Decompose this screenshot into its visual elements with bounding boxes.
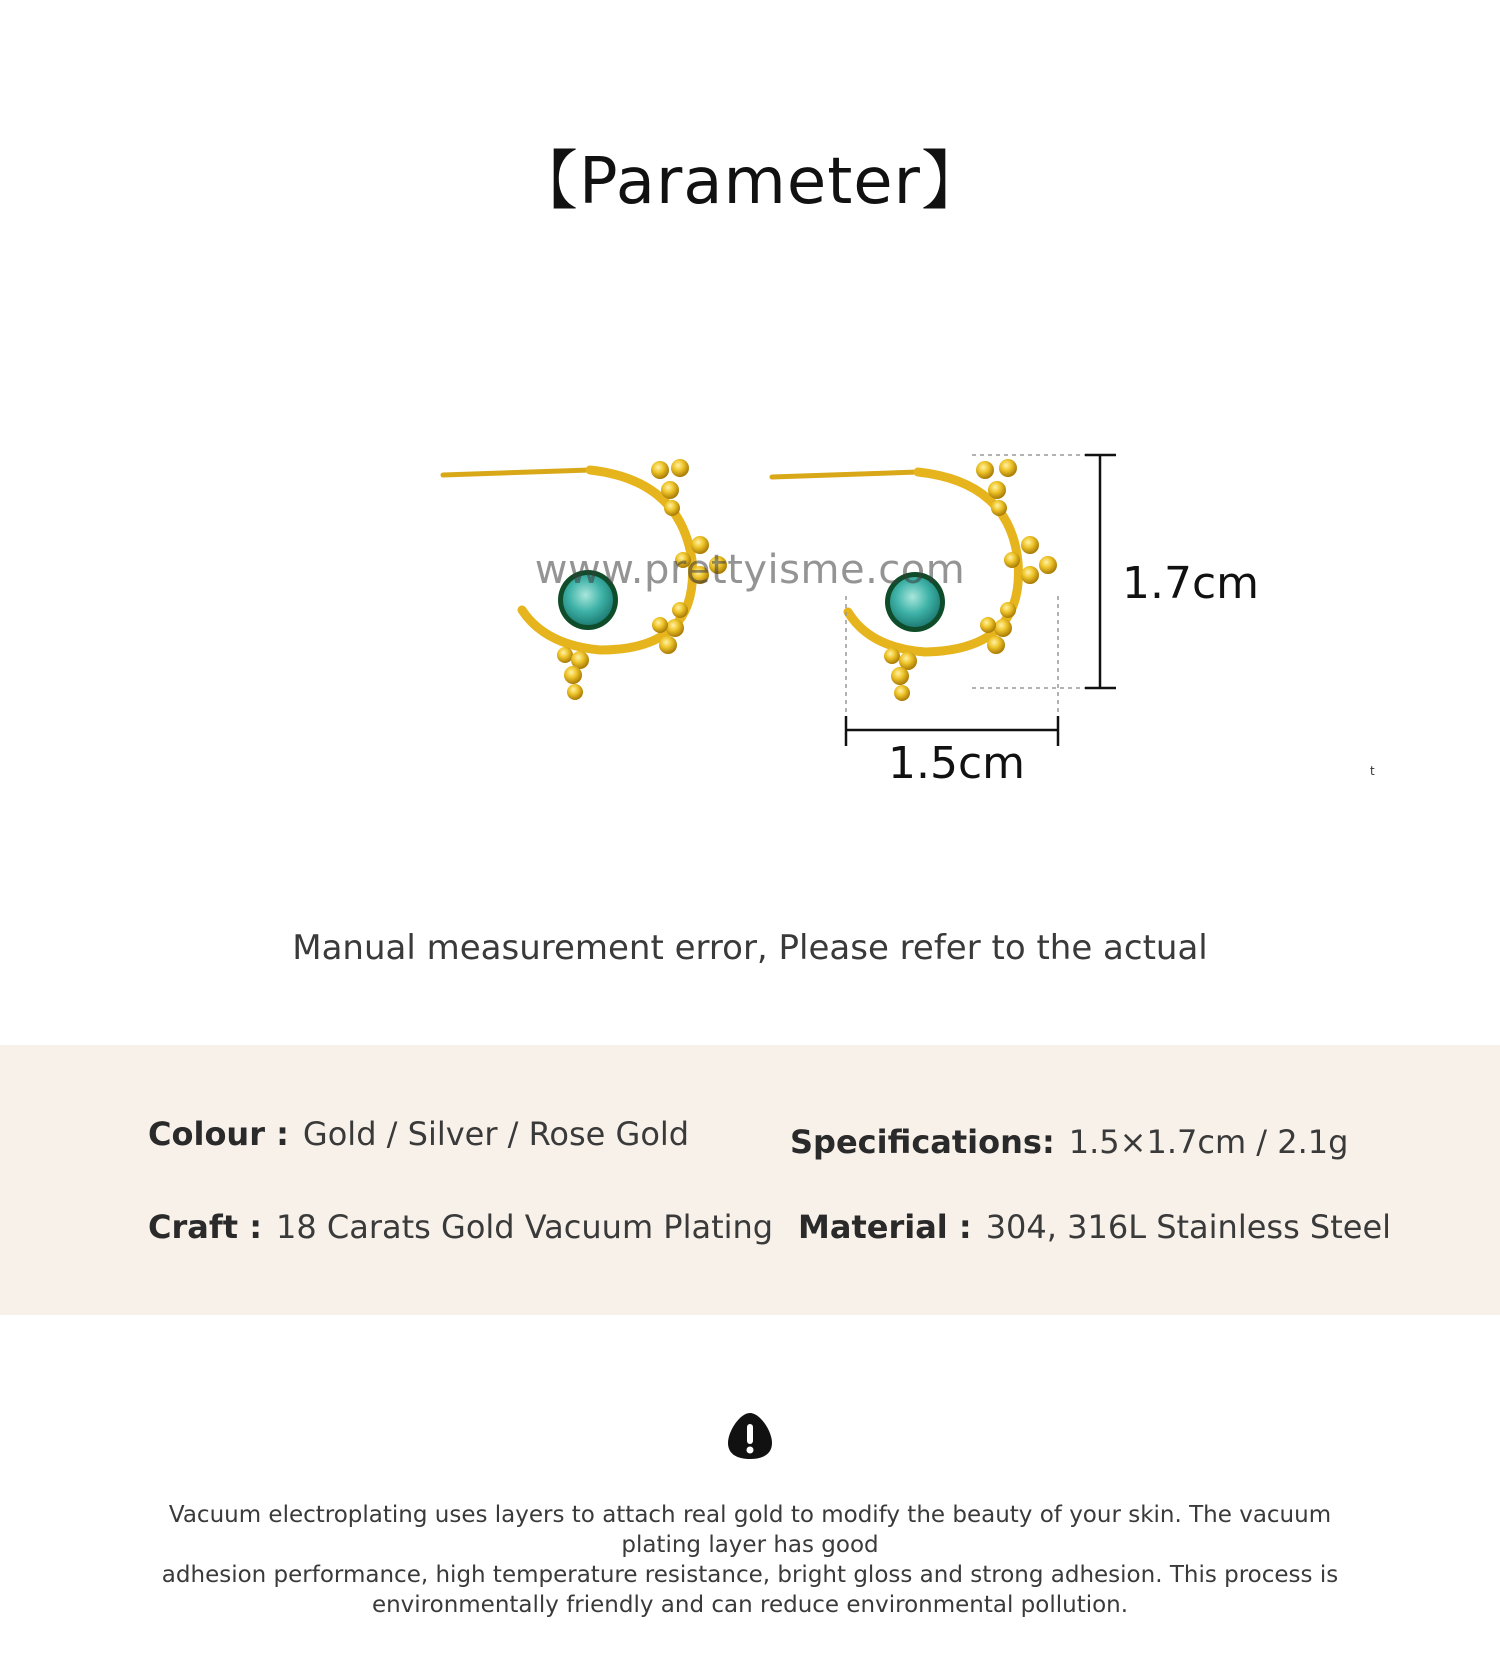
- width-dimension: [846, 596, 1058, 746]
- spec-colour: [148, 1115, 689, 1153]
- spec-panel: [0, 1045, 1500, 1315]
- spec-craft: [148, 1208, 773, 1246]
- spec-specifications: [790, 1123, 1348, 1161]
- spec-material-value: 304, 316L Stainless Steel: [985, 1208, 1392, 1246]
- spec-material-label: Material :: [798, 1208, 972, 1246]
- height-label: 1.7cm: [1122, 558, 1260, 609]
- footer-text: [140, 1500, 1360, 1620]
- spec-material: [798, 1208, 1391, 1246]
- spec-craft-value: 18 Carats Gold Vacuum Plating: [276, 1208, 774, 1246]
- page-title: 【Parameter】: [514, 145, 986, 219]
- footer-line: Vacuum electroplating uses layers to attach real gold to modify the beauty of your skin. The vacuum plating layer has good: [168, 1502, 1332, 1558]
- spec-craft-label: Craft :: [148, 1208, 263, 1246]
- footer-line: environmentally friendly and can reduce environmental pollution.: [371, 1592, 1129, 1618]
- footer-line: adhesion performance, high temperature resistance, bright gloss and strong adhesion. This process is: [161, 1562, 1339, 1588]
- width-label: 1.5cm: [888, 738, 1026, 789]
- spec-colour-label: Colour :: [148, 1115, 289, 1153]
- watermark: www.prettyisme.com: [534, 547, 966, 593]
- spec-specifications-value: 1.5×1.7cm / 2.1g: [1068, 1123, 1349, 1161]
- measurement-note: Manual measurement error, Please refer to the actual: [292, 928, 1208, 968]
- stray-mark: t: [1370, 764, 1375, 778]
- spec-colour-value: Gold / Silver / Rose Gold: [302, 1115, 690, 1153]
- exclamation-icon: [727, 1411, 773, 1461]
- spec-specifications-label: Specifications:: [790, 1123, 1055, 1161]
